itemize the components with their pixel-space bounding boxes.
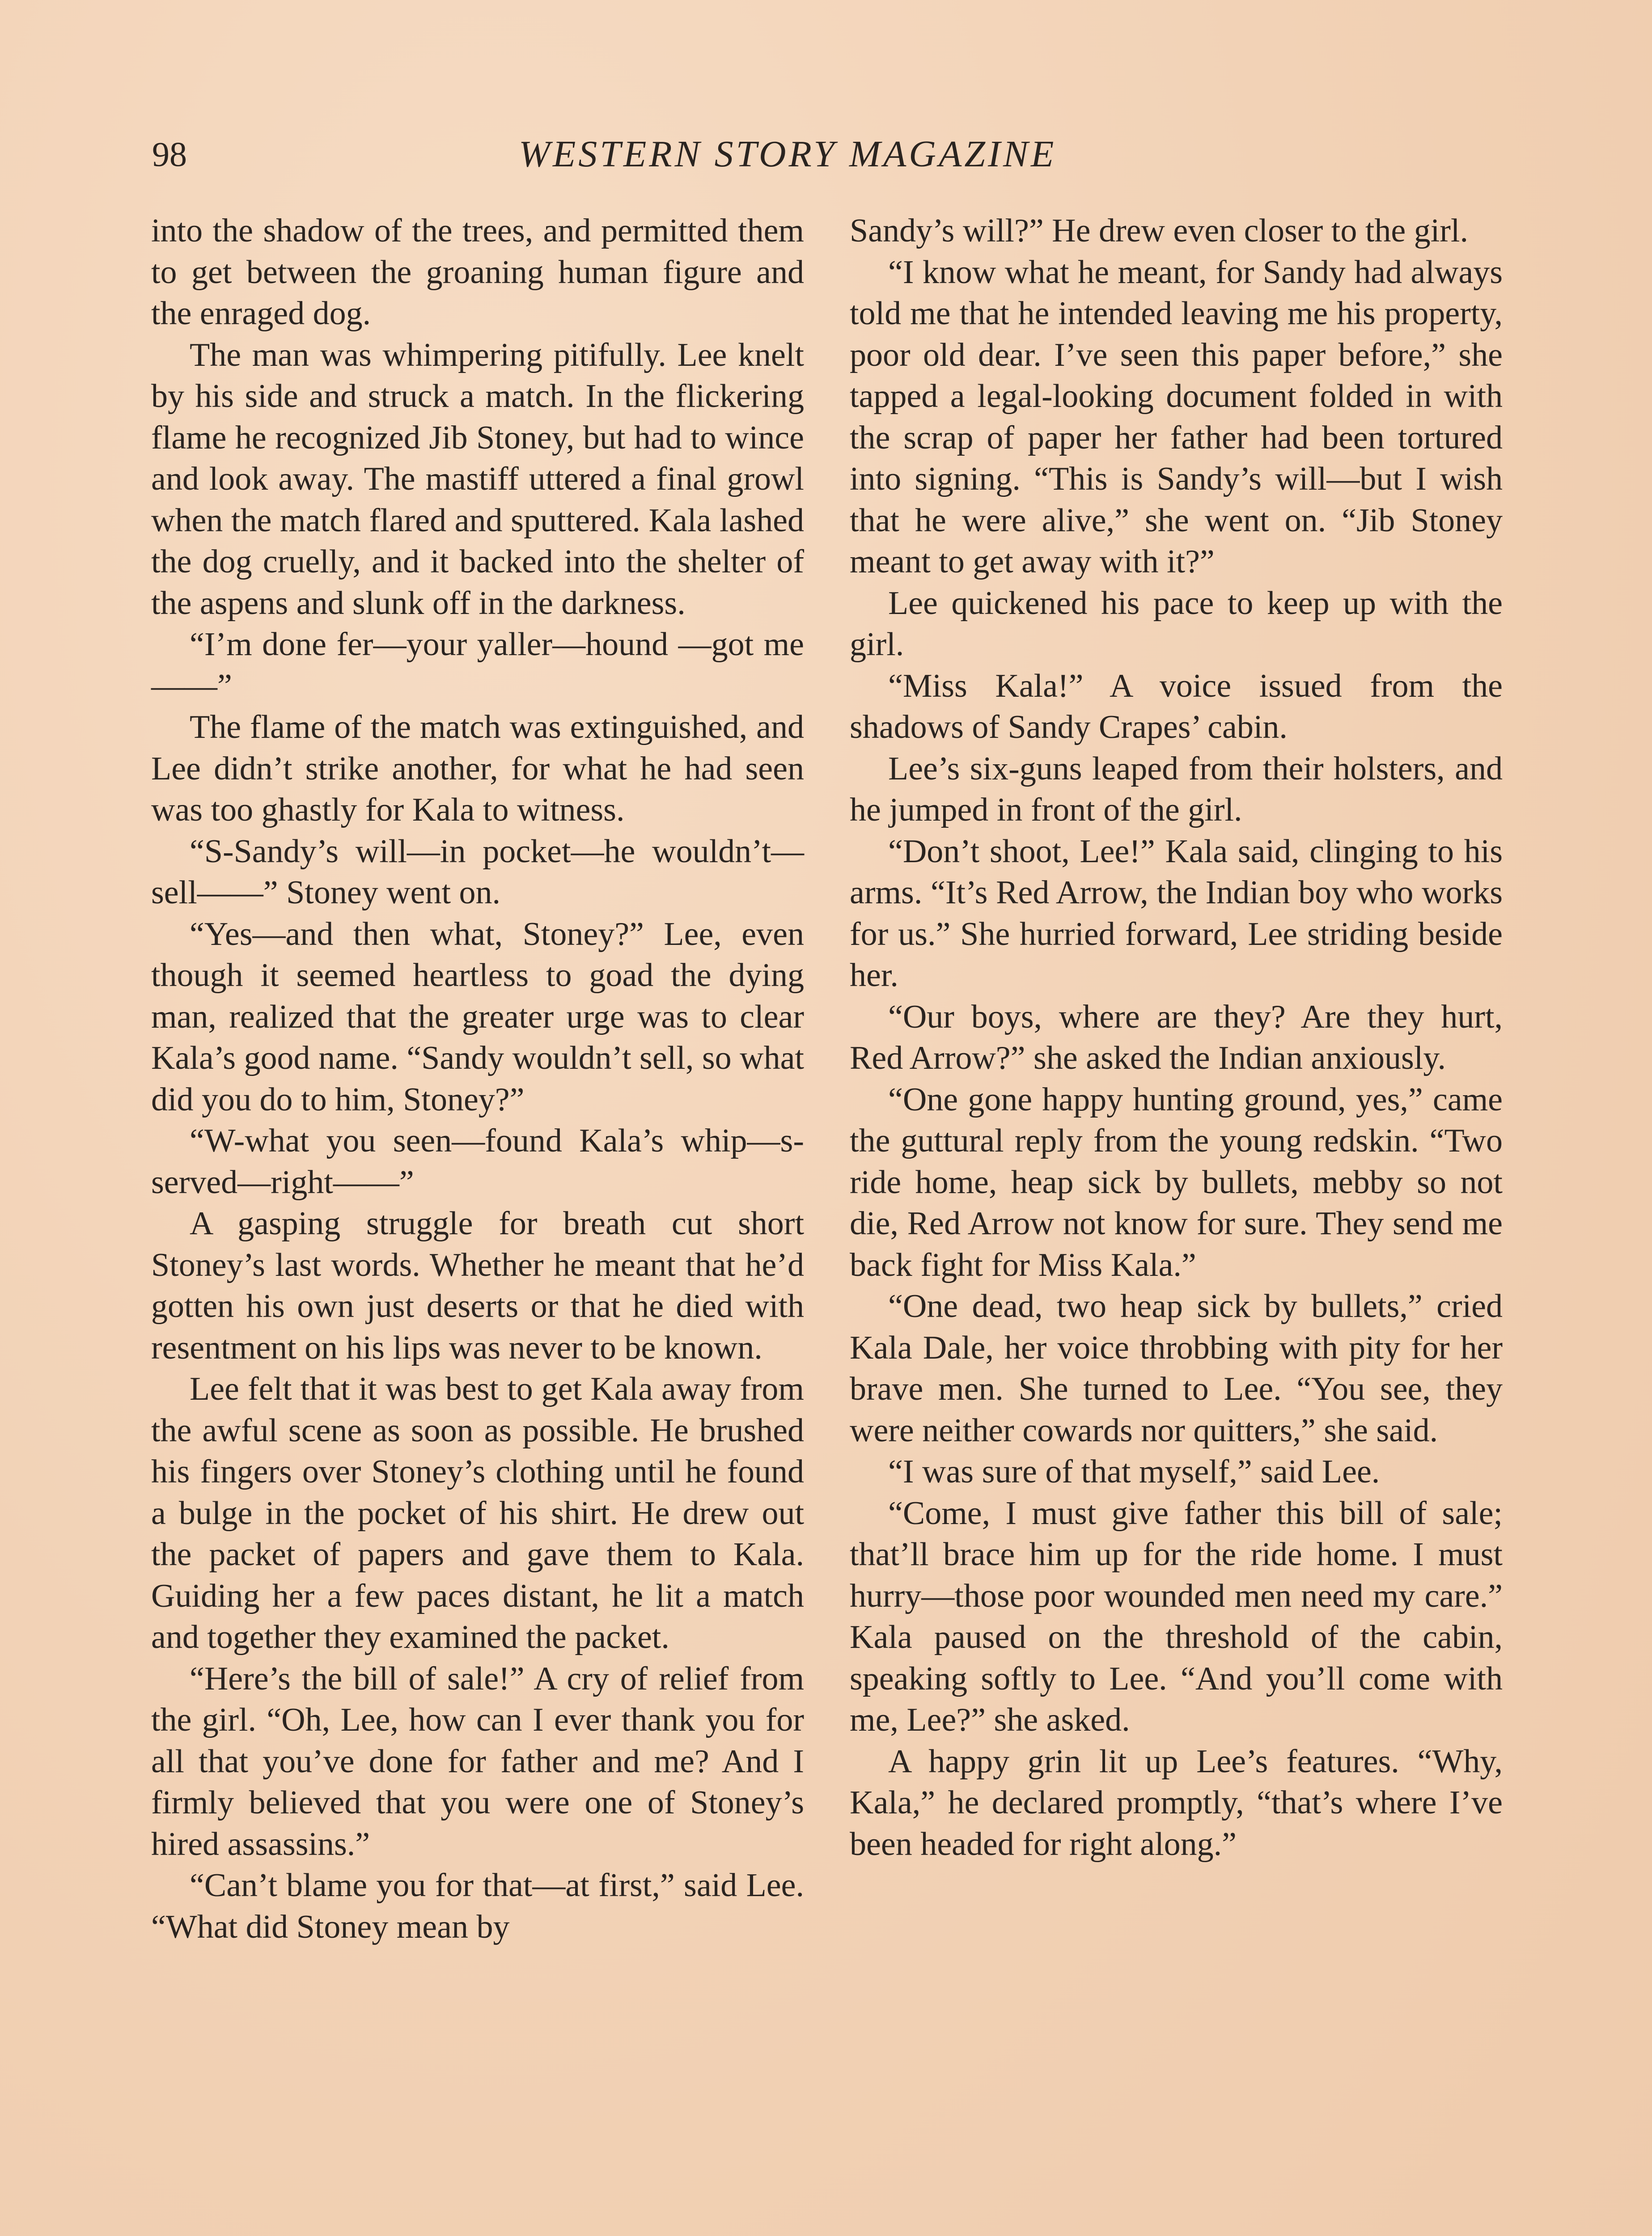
paragraph: A happy grin lit up Lee’s features. “Why, Kala,” he declared promptly, “that’s where I’ve been headed for right along.” xyxy=(850,1743,1503,1863)
paragraph: “I know what he meant, for Sandy had always told me that he intended leaving me his property, poor old dear. I’ve seen this paper before,” she tapped a legal-looking document folded in with the scrap of paper her father had been tortured into signing. “This is Sandy’s will—but I wish that he were alive,” she went on. “Jib Stoney meant to get away with it?” xyxy=(850,254,1503,580)
paragraph: “One gone happy hunting ground, yes,” came the guttural reply from the young redskin. “Two ride home, heap sick by bullets, mebby so not die, Red Arrow not know for sure. They send me back fight for Miss Kala.” xyxy=(850,1081,1503,1283)
paragraph: “Can’t blame you for that—at first,” said Lee. “What did Stoney mean by xyxy=(151,1867,804,1945)
paragraph: “Don’t shoot, Lee!” Kala said, clinging to his arms. “It’s Red Arrow, the Indian boy who works for us.” She hurried forward, Lee striding beside her. xyxy=(850,833,1503,994)
paragraph: Lee quickened his pace to keep up with the girl. xyxy=(850,584,1503,663)
paragraph: “One dead, two heap sick by bullets,” cried Kala Dale, her voice throbbing with pity for her brave men. She turned to Lee. “You see, they were neither cowards nor quitters,” she said. xyxy=(850,1288,1503,1449)
paragraph: “Miss Kala!” A voice issued from the shadows of Sandy Crapes’ cabin. xyxy=(850,667,1503,745)
paragraph: Sandy’s will?” He drew even closer to the girl. xyxy=(850,212,1468,249)
paragraph: The man was whimpering pitifully. Lee knelt by his side and struck a match. In the flickering flame he recognized Jib Stoney, but had to wince and look away. The mastiff uttered a final growl when the match flared and sputtered. Kala lashed the dog cruelly, and it backed into the shelter of the aspens and slunk off in the darkness. xyxy=(151,336,804,622)
paragraph: The flame of the match was extinguished, and Lee didn’t strike another, for what he had seen was too ghastly for Kala to witness. xyxy=(151,709,804,828)
page-number: 98 xyxy=(152,135,187,174)
paragraph: Lee felt that it was best to get Kala away from the awful scene as soon as possible. He brushed his fingers over Stoney’s clothing until he found a bulge in the pocket of his shirt. He drew out the packet of papers and gave them to Kala. Guiding her a few paces distant, he lit a match and together they examined the packet. xyxy=(151,1371,804,1656)
paragraph: A gasping struggle for breath cut short Stoney’s last words. Whether he meant that he’d gotten his own just deserts or that he died with resentment on his lips was never to be known. xyxy=(151,1205,804,1366)
page-header xyxy=(152,130,1136,179)
paragraph: “Our boys, where are they? Are they hurt, Red Arrow?” she asked the Indian anxiously. xyxy=(850,998,1503,1076)
paragraph: “S-Sandy’s will—in pocket—he wouldn’t—sell——” Stoney went on. xyxy=(151,833,804,911)
magazine-title: WESTERN STORY MAGAZINE xyxy=(519,133,1057,175)
left-column xyxy=(151,210,804,1948)
paragraph: “Yes—and then what, Stoney?” Lee, even though it seemed heartless to goad the dying man, realized that the greater urge was to clear Kala’s good name. “Sandy wouldn’t sell, so what did you do to him, Stoney?” xyxy=(151,915,804,1118)
paragraph: “I was sure of that myself,” said Lee. xyxy=(888,1453,1380,1490)
paragraph: “I’m done fer—your yaller—hound —got me——” xyxy=(151,626,804,704)
paragraph: into the shadow of the trees, and permitted them to get between the groaning human figure and the enraged dog. xyxy=(151,212,804,332)
paragraph: “Come, I must give father this bill of sale; that’ll brace him up for the ride home. I must hurry—those poor wounded men need my care.” Kala paused on the threshold of the cabin, speaking softly to Lee. “And you’ll come with me, Lee?” she asked. xyxy=(850,1495,1503,1738)
paragraph: “W-what you seen—found Kala’s whip—s-served—right——” xyxy=(151,1122,804,1201)
paragraph: Lee’s six-guns leaped from their holsters, and he jumped in front of the girl. xyxy=(850,750,1503,828)
paragraph: “Here’s the bill of sale!” A cry of relief from the girl. “Oh, Lee, how can I ever thank you for all that you’ve done for father and me? And I firmly believed that you were one of Stoney’s hired assassins.” xyxy=(151,1660,804,1863)
right-column xyxy=(850,210,1503,1865)
